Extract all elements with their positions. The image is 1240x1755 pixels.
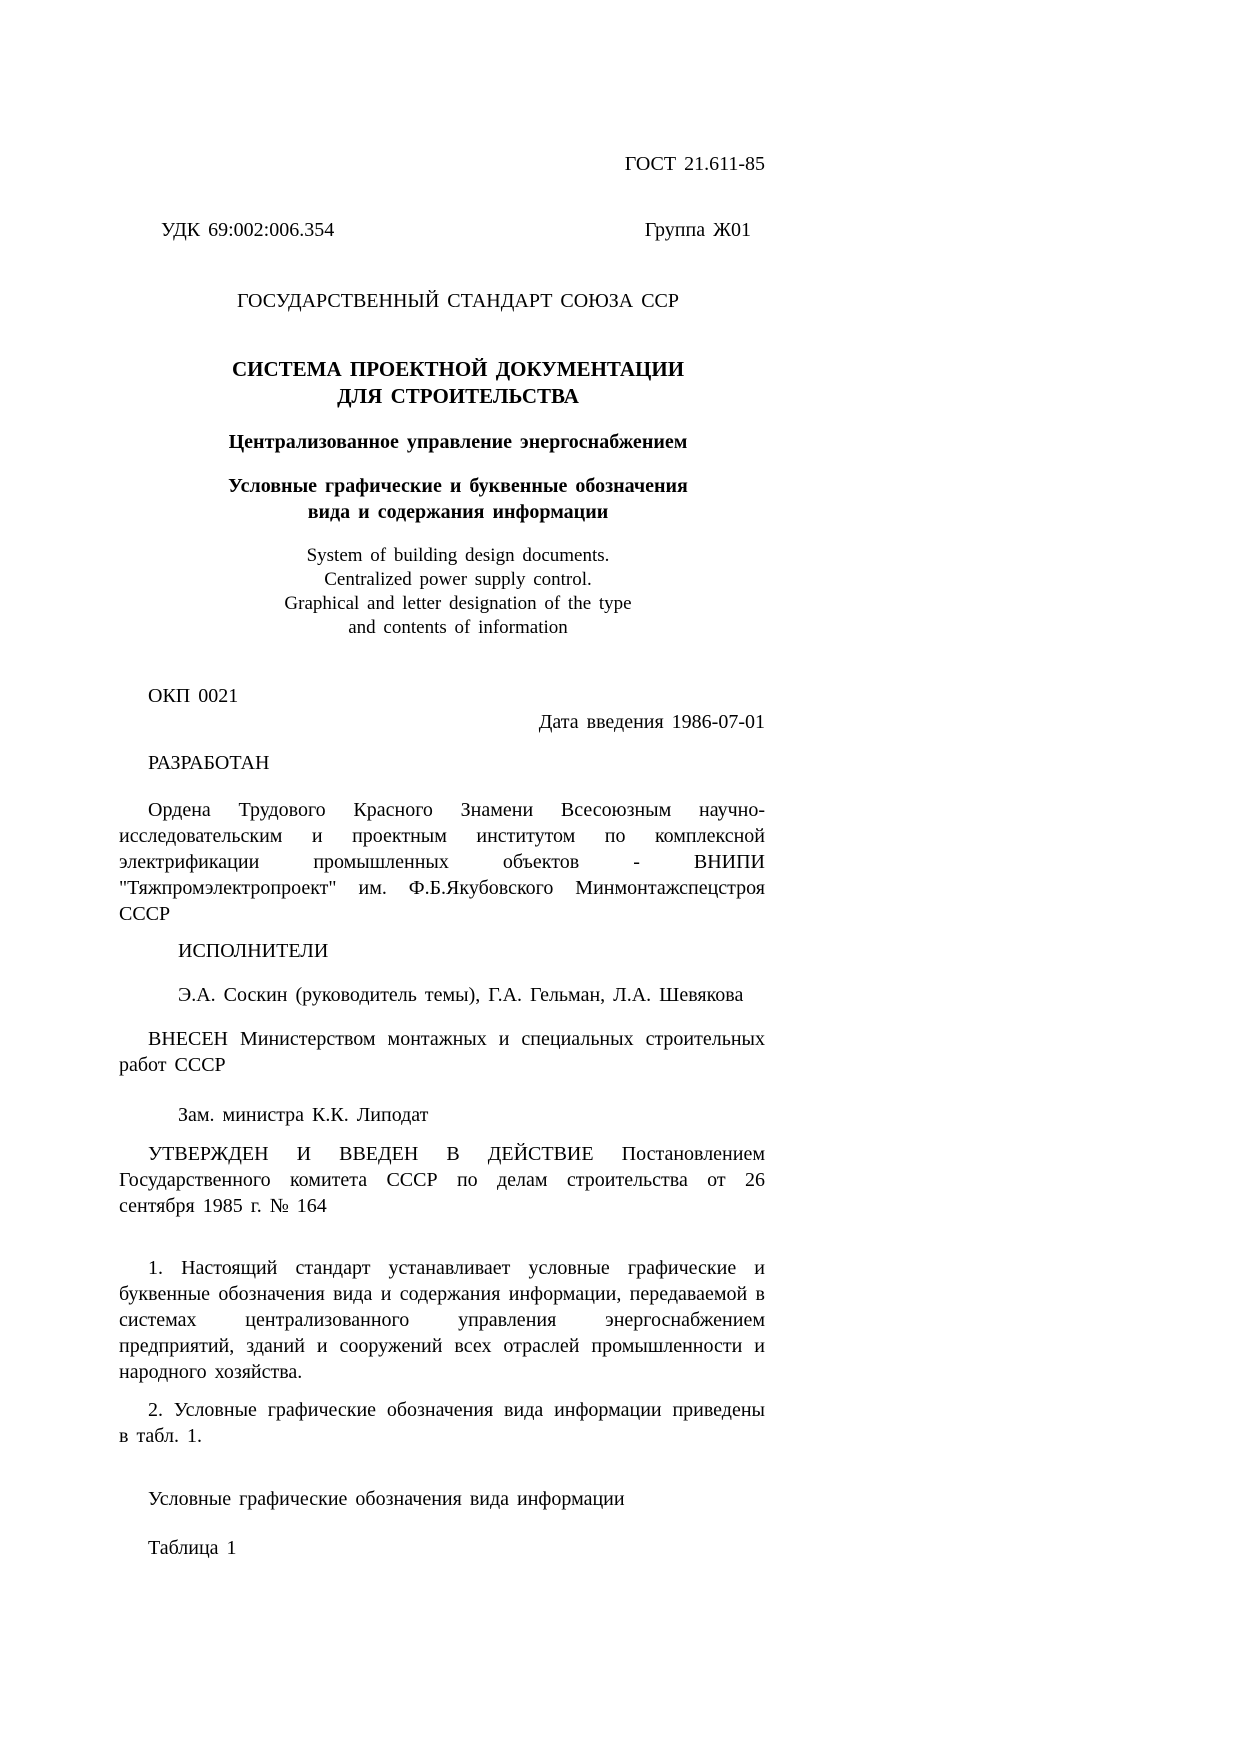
english-title-line1: System of building design documents. bbox=[306, 545, 610, 566]
table-caption: Условные графические обозначения вида информации bbox=[148, 1488, 625, 1510]
english-title-line2: Centralized power supply control. bbox=[324, 569, 592, 590]
english-title-line4: and contents of information bbox=[348, 617, 568, 638]
standard-number: ГОСТ 21.611-85 bbox=[624, 153, 765, 175]
document-title bbox=[151, 356, 765, 410]
table-label: Таблица 1 bbox=[148, 1537, 237, 1559]
developed-by-paragraph: Ордена Трудового Красного Знамени Всесоюзным научно-исследовательским и проектным институтом по комплексной электрификации промышленных объектов - ВНИПИ "Тяжпромэлектропроект" им. Ф.Б.Якубовского Минмонтажспецстроя СССР bbox=[119, 799, 765, 925]
introduction-date: Дата введения 1986-07-01 bbox=[538, 711, 765, 733]
udk-code: УДК 69:002:006.354 bbox=[161, 219, 335, 241]
developed-by-label: РАЗРАБОТАН bbox=[148, 752, 270, 774]
deputy-minister-line: Зам. министра К.К. Липодат bbox=[178, 1104, 429, 1126]
approved-paragraph: УТВЕРЖДЕН И ВВЕДЕН В ДЕЙСТВИЕ Постановлением Государственного комитета СССР по делам строительства от 26 сентября 1985 г. № 164 bbox=[119, 1143, 765, 1217]
state-standard-heading: ГОСУДАРСТВЕННЫЙ СТАНДАРТ СОЮЗА ССР bbox=[236, 290, 680, 312]
udk-group-row bbox=[119, 217, 765, 243]
executors-label: ИСПОЛНИТЕЛИ bbox=[178, 940, 329, 962]
document-subtitle: Централизованное управление энергоснабжением bbox=[228, 431, 688, 453]
document-title-line2: ДЛЯ СТРОИТЕЛЬСТВА bbox=[337, 384, 579, 408]
clause-1: 1. Настоящий стандарт устанавливает условные графические и буквенные обозначения вида и содержания информации, передаваемой в системах централизованного управления энергоснабжением предприятий, зданий и сооружений всех отраслей промышленности и народного хозяйства. bbox=[119, 1257, 765, 1383]
text-column bbox=[119, 0, 765, 1561]
document-subtitle-2 bbox=[151, 473, 765, 525]
document-subtitle-2-line1: Условные графические и буквенные обозначения bbox=[228, 475, 688, 497]
document-subtitle-2-line2: вида и содержания информации bbox=[307, 501, 609, 523]
english-title-line3: Graphical and letter designation of the type bbox=[284, 593, 632, 614]
document-title-line1: СИСТЕМА ПРОЕКТНОЙ ДОКУМЕНТАЦИИ bbox=[231, 357, 685, 381]
okp-code: ОКП 0021 bbox=[148, 685, 239, 707]
executors-names: Э.А. Соскин (руководитель темы), Г.А. Гельман, Л.А. Шевякова bbox=[178, 984, 744, 1006]
group-code: Группа Ж01 bbox=[644, 219, 751, 241]
submitted-by-paragraph: ВНЕСЕН Министерством монтажных и специальных строительных работ СССР bbox=[119, 1028, 765, 1076]
clause-2: 2. Условные графические обозначения вида информации приведены в табл. 1. bbox=[119, 1399, 765, 1447]
english-title-block bbox=[151, 544, 765, 640]
